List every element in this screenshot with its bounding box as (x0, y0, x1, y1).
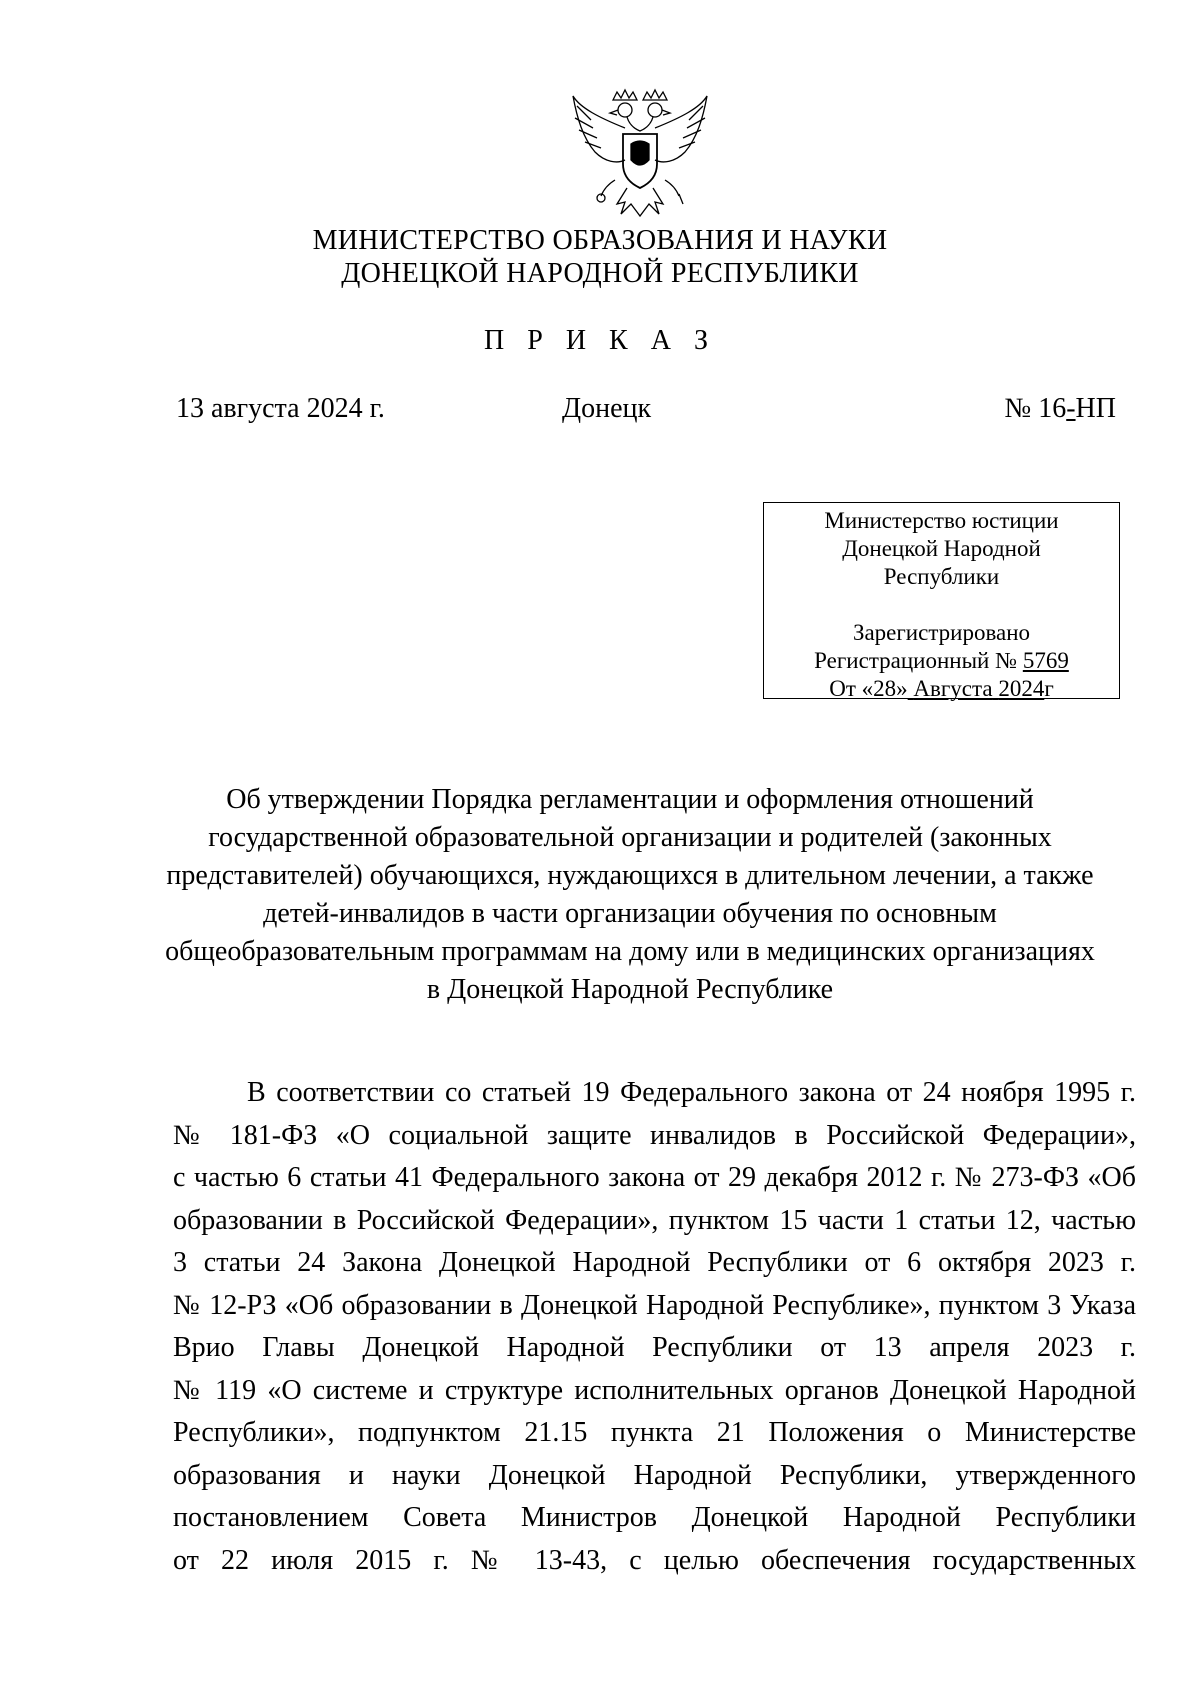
body-line: № 119 «О системе и структуре исполнительных органов Донецкой Народной (173, 1374, 1136, 1406)
registration-line-6 (764, 675, 1119, 703)
registration-line-5 (764, 647, 1119, 675)
state-emblem-icon (555, 88, 715, 228)
body-line: от 22 июля 2015 г. № 13-43, с целью обеспечения государственных (173, 1544, 1136, 1576)
registration-line-3: Республики (883, 564, 1000, 589)
order-number (1005, 393, 1117, 425)
subject-line: общеобразовательным программам на дому или в медицинских организациях (165, 936, 1095, 967)
registration-date-prefix: От (829, 676, 862, 701)
body-line: № 12-РЗ «Об образовании в Донецкой Народной Республике», пунктом 3 Указа (173, 1289, 1136, 1321)
ministry-line-1: МИНИСТЕРСТВО ОБРАЗОВАНИЯ И НАУКИ (312, 225, 888, 256)
order-body (173, 1072, 1136, 1582)
order-number-prefix: № 16 (1004, 393, 1067, 424)
body-line: образовании в Российской Федерации», пунктом 15 части 1 статьи 12, частью (173, 1204, 1136, 1236)
subject-line: представителей) обучающихся, нуждающихся в длительном лечении, а также (166, 860, 1094, 891)
order-subject (150, 781, 1110, 1009)
order-number-separator: - (1066, 393, 1076, 424)
registration-line-2: Донецкой Народной (842, 536, 1041, 561)
subject-line: государственной образовательной организации и родителей (законных (208, 822, 1052, 853)
body-line: Врио Главы Донецкой Народной Республики от 13 апреля 2023 г. (173, 1332, 1136, 1363)
registration-year: 2024 (998, 676, 1045, 701)
subject-line: в Донецкой Народной Республике (426, 974, 834, 1005)
body-line: с частью 6 статьи 41 Федерального закона от 29 декабря 2012 г. № 273-ФЗ «Об (173, 1162, 1136, 1193)
document-type: П Р И К А З (484, 325, 716, 356)
registration-month: Августа (913, 676, 993, 701)
order-date: 13 августа 2024 г. (176, 393, 385, 424)
registration-line-1: Министерство юстиции (824, 508, 1059, 533)
registration-day: «28» (861, 676, 908, 701)
body-line: образования и науки Донецкой Народной Республики, утвержденного (173, 1459, 1136, 1491)
ministry-line-2: ДОНЕЦКОЙ НАРОДНОЙ РЕСПУБЛИКИ (341, 258, 859, 289)
body-line: В соответствии со статьей 19 Федерального закона от 24 ноября 1995 г. (247, 1077, 1136, 1108)
subject-line: детей-инвалидов в части организации обучения по основным (263, 898, 997, 929)
body-line: Республики», подпунктом 21.15 пункта 21 Положения о Министерстве (173, 1417, 1136, 1448)
body-line: № 181-ФЗ «О социальной защите инвалидов в Российской Федерации», (173, 1119, 1136, 1151)
registration-line-4: Зарегистрировано (852, 620, 1031, 645)
order-city: Донецк (562, 393, 652, 424)
registration-number: 5769 (1022, 648, 1069, 673)
registration-number-label: Регистрационный № (814, 648, 1018, 673)
subject-line: Об утверждении Порядка регламентации и оформления отношений (226, 784, 1034, 815)
ministry-name (0, 224, 1200, 290)
order-number-suffix: НП (1075, 393, 1116, 424)
registration-stamp (763, 502, 1120, 699)
body-line: 3 статьи 24 Закона Донецкой Народной Республики от 6 октября 2023 г. (173, 1247, 1136, 1278)
body-line: постановлением Совета Министров Донецкой Народной Республики (173, 1502, 1136, 1533)
registration-year-suffix: г (1044, 676, 1054, 701)
